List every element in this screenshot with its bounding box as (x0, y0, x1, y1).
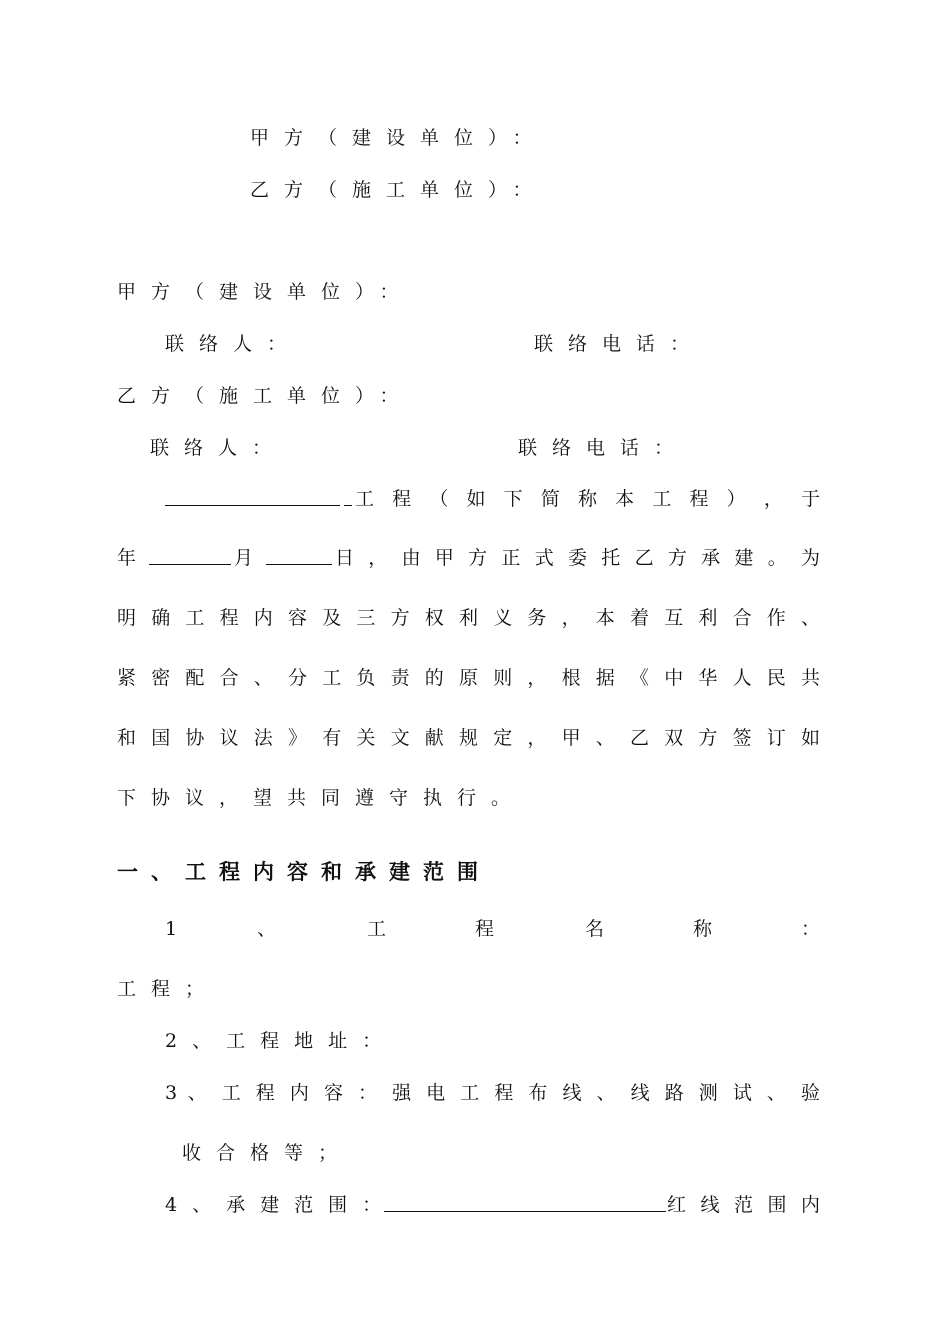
preamble-line-2 (117, 546, 820, 570)
contact-b-label: 联络人： (150, 437, 287, 459)
cover-party-b: 乙方（施工单位）： (250, 179, 547, 201)
year-label: 年 (117, 547, 137, 569)
item-3-line-1: 3 、 工 程 内 容 ： 强 电 工 程 布 线 、 线 路 测 试 、 验 (165, 1082, 820, 1104)
scope-blank (384, 1193, 666, 1212)
preamble-line-2-text: 日 ， 由 甲 方 正 式 委 托 乙 方 承 建 。 为 (335, 547, 820, 569)
month-blank (149, 546, 231, 565)
preamble-line-4: 紧 密 配 合 、 分 工 负 责 的 原 则 ， 根 据 《 中 华 人 民 共 (117, 667, 820, 689)
item-3-line-2: 收合格等； (182, 1142, 353, 1164)
item-1-part: 1 (165, 918, 178, 940)
preamble-line-5: 和 国 协 议 法 》 有 关 文 献 规 定 ， 甲 、 乙 双 方 签 订 如 (117, 727, 820, 749)
item-1-part: 名 (585, 918, 605, 940)
item-1-part: ： (801, 918, 821, 940)
preamble-line-6: 下协议，望共同遵守执行。 (117, 787, 526, 809)
item-1-part: 称 (693, 918, 713, 940)
item-2: 2、工程地址： (165, 1030, 397, 1052)
preamble-line-1 (117, 487, 820, 511)
item-4-line (117, 1193, 820, 1217)
party-a-label: 甲方（建设单位）： (117, 281, 414, 303)
item-1-part: 程 (475, 918, 495, 940)
contact-a-label: 联络人： (165, 333, 302, 355)
item-4-tail: 红 线 范 围 内 (667, 1194, 820, 1216)
phone-a-label: 联络电话： (534, 333, 705, 355)
item-1-part: 工 (367, 918, 387, 940)
project-name-blank (165, 487, 340, 506)
preamble-line-1-text: 工 程 （ 如 下 简 称 本 工 程 ） ， 于 (355, 488, 820, 510)
phone-b-label: 联络电话： (518, 437, 689, 459)
section-1-heading: 一、工程内容和承建范围 (117, 859, 491, 884)
item-4-label: 4、承建范围： (165, 1194, 397, 1216)
item-1-line (117, 917, 820, 941)
project-name-blank-tail (344, 487, 352, 506)
party-b-label: 乙方（施工单位）： (117, 385, 414, 407)
cover-party-a: 甲方（建设单位）： (250, 127, 547, 149)
preamble-line-3: 明 确 工 程 内 容 及 三 方 权 利 义 务 ， 本 着 互 利 合 作 、 (117, 607, 820, 629)
item-1-continuation: 工程； (117, 978, 220, 1000)
month-label: 月 (234, 547, 254, 569)
day-blank (266, 546, 332, 565)
item-1-part: 、 (257, 918, 277, 940)
